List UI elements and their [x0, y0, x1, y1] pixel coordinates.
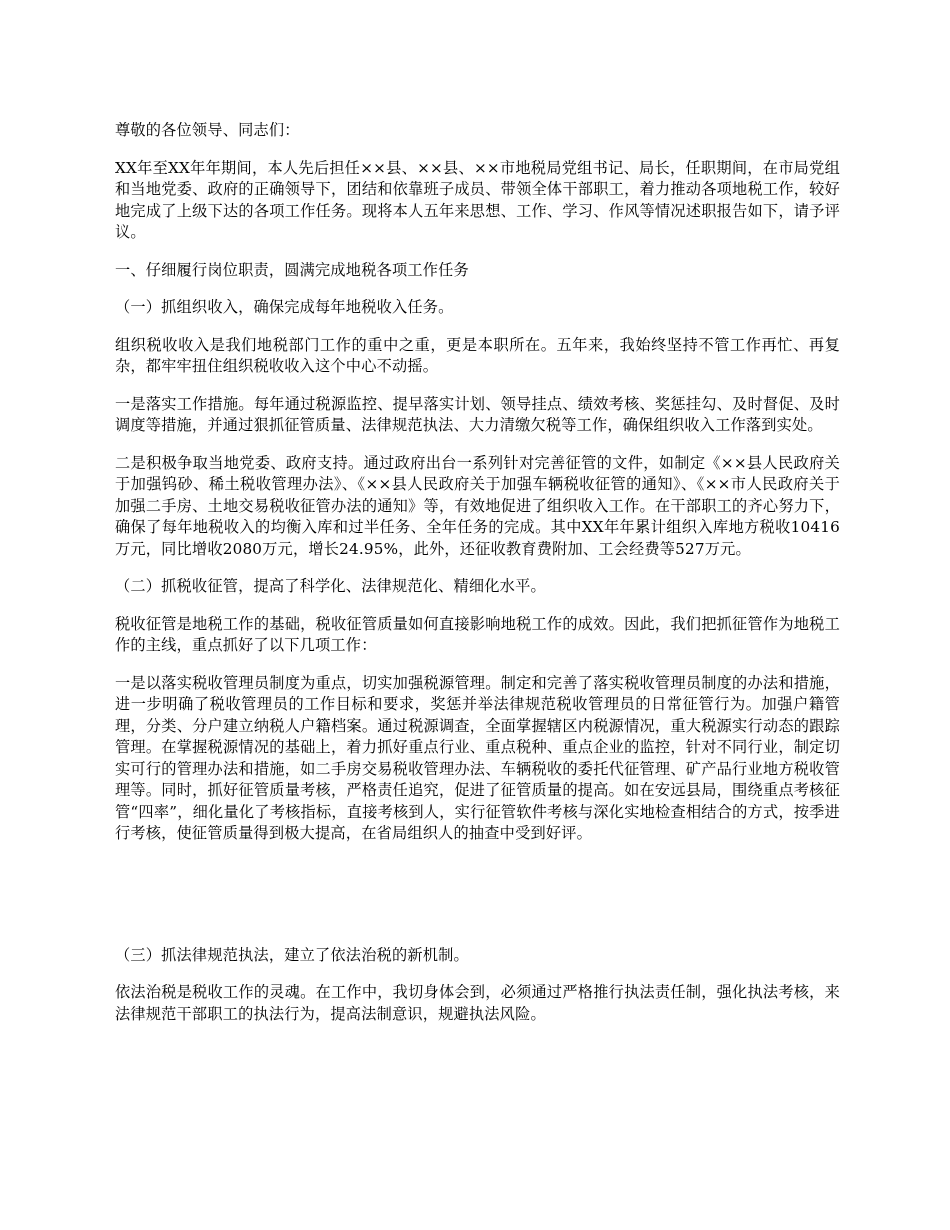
subsection-heading-2: （二）抓税收征管，提高了科学化、法律规范化、精细化水平。	[115, 577, 546, 595]
page-gap	[115, 861, 840, 945]
body-paragraph: 组织税收收入是我们地税部门工作的重中之重，更是本职所在。五年来，我始终坚持不管工作再忙、再复杂，都牢牢扭住组织税收收入这个中心不动摇。	[115, 335, 840, 375]
body-paragraph: 一是以落实税收管理员制度为重点，切实加强税源管理。制定和完善了落实税收管理员制度的办法和措施，进一步明确了税收管理员的工作目标和要求，奖惩并举法律规范税收管理员的日常征管行为。加强户籍管理，分类、分户建立纳税人户籍档案。通过税源调查，全面掌握辖区内税源情况，重大税源实行动态的跟踪管理。在掌握税源情况的基础上，着力抓好重点行业、重点税种、重点企业的监控，针对不同行业，制定切实可行的管理办法和措施，如二手房交易税收管理办法、车辆税收的委托代征管理、矿产品行业地方税收管理等。同时，抓好征管质量考核，严格责任追究，促进了征管质量的提高。如在安远县局，围绕重点考核征管“四率”，细化量化了考核指标，直接考核到人，实行征管软件考核与深化实地检查相结合的方式，按季进行考核，使征管质量得到极大提高，在省局组织人的抽查中受到好评。	[115, 673, 840, 842]
subsection-heading-3: （三）抓法律规范执法，建立了依法治税的新机制。	[115, 945, 469, 964]
intro-paragraph: XX年至XX年年期间，本人先后担任××县、××县、××市地税局党组书记、局长，任职期间，在市局党组和当地党委、政府的正确领导下，团结和依靠班子成员、带领全体干部职工，着力推动各项地税工作，较好地完成了上级下达的各项工作任务。现将本人五年来思想、工作、学习、作风等情况述职报告如下，请予评议。	[115, 158, 840, 241]
document-page	[115, 120, 840, 1041]
body-paragraph: 税收征管是地税工作的基础，税收征管质量如何直接影响地税工作的成效。因此，我们把抓征管作为地税工作的主线，重点抓好了以下几项工作：	[115, 614, 840, 654]
body-paragraph: 一是落实工作措施。每年通过税源监控、提早落实计划、领导挂点、绩效考核、奖惩挂勾、及时督促、及时调度等措施，并通过狠抓征管质量、法律规范执法、大力清缴欠税等工作，确保组织收入工作落到实处。	[115, 394, 840, 434]
body-paragraph: 二是积极争取当地党委、政府支持。通过政府出台一系列针对完善征管的文件，如制定《××县人民政府关于加强钨砂、稀土税收管理办法》、《××县人民政府关于加强车辆税收征管的通知》、《××市人民政府关于加强二手房、土地交易税收征管办法的通知》等，有效地促进了组织收入工作。在干部职工的齐心努力下，确保了每年地税收入的均衡入库和过半任务、全年任务的完成。其中XX年年累计组织入库地方税收10416万元，同比增收2080万元，增长24.95%，此外，还征收教育费附加、工会经费等527万元。	[115, 453, 840, 558]
salutation: 尊敬的各位领导、同志们：	[115, 121, 300, 139]
body-paragraph: 依法治税是税收工作的灵魂。在工作中，我切身体会到，必须通过严格推行执法责任制，强化执法考核，来法律规范干部职工的执法行为，提高法制意识，规避执法风险。	[115, 983, 840, 1023]
section-heading-1: 一、仔细履行岗位职责，圆满完成地税各项工作任务	[115, 260, 469, 279]
subsection-heading-1: （一）抓组织收入，确保完成每年地税收入任务。	[115, 298, 454, 316]
